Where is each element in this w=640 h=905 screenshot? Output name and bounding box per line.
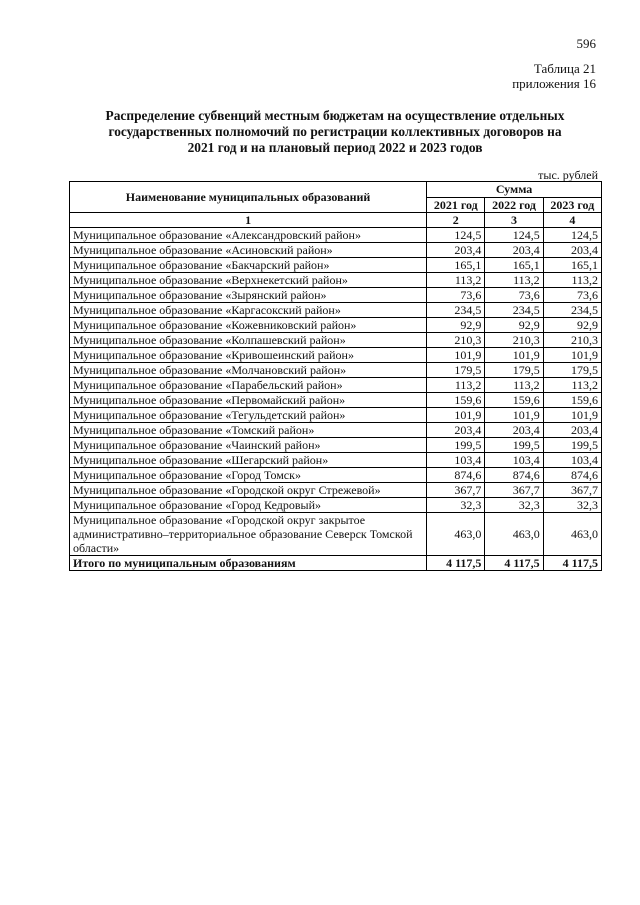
municipality-name: Муниципальное образование «Молчановский район» xyxy=(70,363,427,378)
municipality-name: Муниципальное образование «Асиновский район» xyxy=(70,243,427,258)
value-2022: 92,9 xyxy=(485,318,543,333)
value-2023: 203,4 xyxy=(543,243,601,258)
value-2022: 73,6 xyxy=(485,288,543,303)
value-2022: 32,3 xyxy=(485,498,543,513)
value-2022: 113,2 xyxy=(485,378,543,393)
table-row xyxy=(70,453,602,468)
table-row xyxy=(70,393,602,408)
value-2023: 159,6 xyxy=(543,393,601,408)
total-row xyxy=(70,556,602,571)
title-line2: государственных полномочий по регистрации коллективных договоров на xyxy=(108,124,562,139)
municipality-name: Муниципальное образование «Чаинский район» xyxy=(70,438,427,453)
column-numbers-row xyxy=(70,213,602,228)
value-2023: 203,4 xyxy=(543,423,601,438)
title-line1: Распределение субвенций местным бюджетам на осуществление отдельных xyxy=(105,108,565,123)
units-label: тыс. рублей xyxy=(538,168,598,182)
table-row xyxy=(70,468,602,483)
subsidy-table xyxy=(69,181,602,571)
value-2023: 179,5 xyxy=(543,363,601,378)
value-2023: 234,5 xyxy=(543,303,601,318)
value-2023: 113,2 xyxy=(543,378,601,393)
municipality-name: Муниципальное образование «Верхнекетский район» xyxy=(70,273,427,288)
value-2021: 113,2 xyxy=(427,378,485,393)
municipality-name: Муниципальное образование «Каргасокский район» xyxy=(70,303,427,318)
value-2022: 179,5 xyxy=(485,363,543,378)
value-2022: 199,5 xyxy=(485,438,543,453)
value-2021: 32,3 xyxy=(427,498,485,513)
municipality-name: Муниципальное образование «Шегарский район» xyxy=(70,453,427,468)
value-2023: 463,0 xyxy=(543,513,601,556)
table-row xyxy=(70,378,602,393)
value-2023: 874,6 xyxy=(543,468,601,483)
value-2021: 92,9 xyxy=(427,318,485,333)
value-2022: 234,5 xyxy=(485,303,543,318)
value-2023: 103,4 xyxy=(543,453,601,468)
col-number-3: 3 xyxy=(485,213,543,228)
value-2021: 159,6 xyxy=(427,393,485,408)
page-number: 596 xyxy=(576,36,596,51)
value-2021: 203,4 xyxy=(427,243,485,258)
value-2021: 101,9 xyxy=(427,348,485,363)
table-reference xyxy=(512,61,596,91)
col-number-4: 4 xyxy=(543,213,601,228)
municipality-name: Муниципальное образование «Парабельский район» xyxy=(70,378,427,393)
value-2023: 32,3 xyxy=(543,498,601,513)
value-2023: 165,1 xyxy=(543,258,601,273)
value-2021: 203,4 xyxy=(427,423,485,438)
value-2023: 92,9 xyxy=(543,318,601,333)
title-line3: 2021 год и на плановый период 2022 и 2023 годов xyxy=(187,140,483,155)
value-2022: 367,7 xyxy=(485,483,543,498)
value-2022: 113,2 xyxy=(485,273,543,288)
value-2023: 73,6 xyxy=(543,288,601,303)
value-2022: 103,4 xyxy=(485,453,543,468)
table-body xyxy=(70,228,602,556)
value-2022: 463,0 xyxy=(485,513,543,556)
total-label: Итого по муниципальным образованиям xyxy=(70,556,427,571)
value-2022: 124,5 xyxy=(485,228,543,243)
table-row xyxy=(70,348,602,363)
header-sum: Сумма xyxy=(427,182,602,198)
table-row xyxy=(70,318,602,333)
value-2022: 101,9 xyxy=(485,348,543,363)
table-row xyxy=(70,423,602,438)
value-2022: 203,4 xyxy=(485,423,543,438)
table-row xyxy=(70,498,602,513)
value-2021: 103,4 xyxy=(427,453,485,468)
table-row xyxy=(70,438,602,453)
value-2021: 113,2 xyxy=(427,273,485,288)
value-2021: 73,6 xyxy=(427,288,485,303)
table-ref-line1: Таблица 21 xyxy=(533,61,596,76)
table-row xyxy=(70,273,602,288)
municipality-name: Муниципальное образование «Город Томск» xyxy=(70,468,427,483)
table-row xyxy=(70,243,602,258)
header-year-2021: 2021 год xyxy=(427,197,485,213)
municipality-name: Муниципальное образование «Кожевниковский район» xyxy=(70,318,427,333)
table-row xyxy=(70,303,602,318)
municipality-name: Муниципальное образование «Колпашевский район» xyxy=(70,333,427,348)
header-year-2023: 2023 год xyxy=(543,197,601,213)
value-2022: 165,1 xyxy=(485,258,543,273)
municipality-name: Муниципальное образование «Зырянский район» xyxy=(70,288,427,303)
table-row xyxy=(70,363,602,378)
value-2022: 159,6 xyxy=(485,393,543,408)
municipality-name: Муниципальное образование «Томский район» xyxy=(70,423,427,438)
value-2023: 113,2 xyxy=(543,273,601,288)
value-2023: 210,3 xyxy=(543,333,601,348)
value-2023: 367,7 xyxy=(543,483,601,498)
total-2021: 4 117,5 xyxy=(427,556,485,571)
value-2022: 210,3 xyxy=(485,333,543,348)
value-2023: 101,9 xyxy=(543,348,601,363)
value-2021: 179,5 xyxy=(427,363,485,378)
header-name: Наименование муниципальных образований xyxy=(70,182,427,213)
table-row xyxy=(70,228,602,243)
municipality-name: Муниципальное образование «Городской округ Стрежевой» xyxy=(70,483,427,498)
municipality-name: Муниципальное образование «Городской округ закрытое административно–территориальное образование Северск Томской области» xyxy=(70,513,427,556)
value-2021: 124,5 xyxy=(427,228,485,243)
value-2023: 124,5 xyxy=(543,228,601,243)
table-ref-line2: приложения 16 xyxy=(512,76,596,91)
header-year-2022: 2022 год xyxy=(485,197,543,213)
municipality-name: Муниципальное образование «Первомайский район» xyxy=(70,393,427,408)
total-2022: 4 117,5 xyxy=(485,556,543,571)
value-2021: 463,0 xyxy=(427,513,485,556)
table-row xyxy=(70,408,602,423)
table-row xyxy=(70,333,602,348)
value-2021: 367,7 xyxy=(427,483,485,498)
value-2021: 234,5 xyxy=(427,303,485,318)
table-row xyxy=(70,513,602,556)
value-2021: 199,5 xyxy=(427,438,485,453)
value-2021: 165,1 xyxy=(427,258,485,273)
value-2022: 203,4 xyxy=(485,243,543,258)
municipality-name: Муниципальное образование «Кривошеинский район» xyxy=(70,348,427,363)
value-2023: 101,9 xyxy=(543,408,601,423)
table-row xyxy=(70,258,602,273)
table-row xyxy=(70,288,602,303)
total-2023: 4 117,5 xyxy=(543,556,601,571)
col-number-2: 2 xyxy=(427,213,485,228)
value-2022: 874,6 xyxy=(485,468,543,483)
municipality-name: Муниципальное образование «Тегульдетский район» xyxy=(70,408,427,423)
table-row xyxy=(70,483,602,498)
value-2022: 101,9 xyxy=(485,408,543,423)
municipality-name: Муниципальное образование «Бакчарский район» xyxy=(70,258,427,273)
value-2021: 210,3 xyxy=(427,333,485,348)
document-title xyxy=(70,108,600,156)
municipality-name: Муниципальное образование «Александровский район» xyxy=(70,228,427,243)
value-2021: 874,6 xyxy=(427,468,485,483)
value-2023: 199,5 xyxy=(543,438,601,453)
value-2021: 101,9 xyxy=(427,408,485,423)
col-number-1: 1 xyxy=(70,213,427,228)
municipality-name: Муниципальное образование «Город Кедровый» xyxy=(70,498,427,513)
